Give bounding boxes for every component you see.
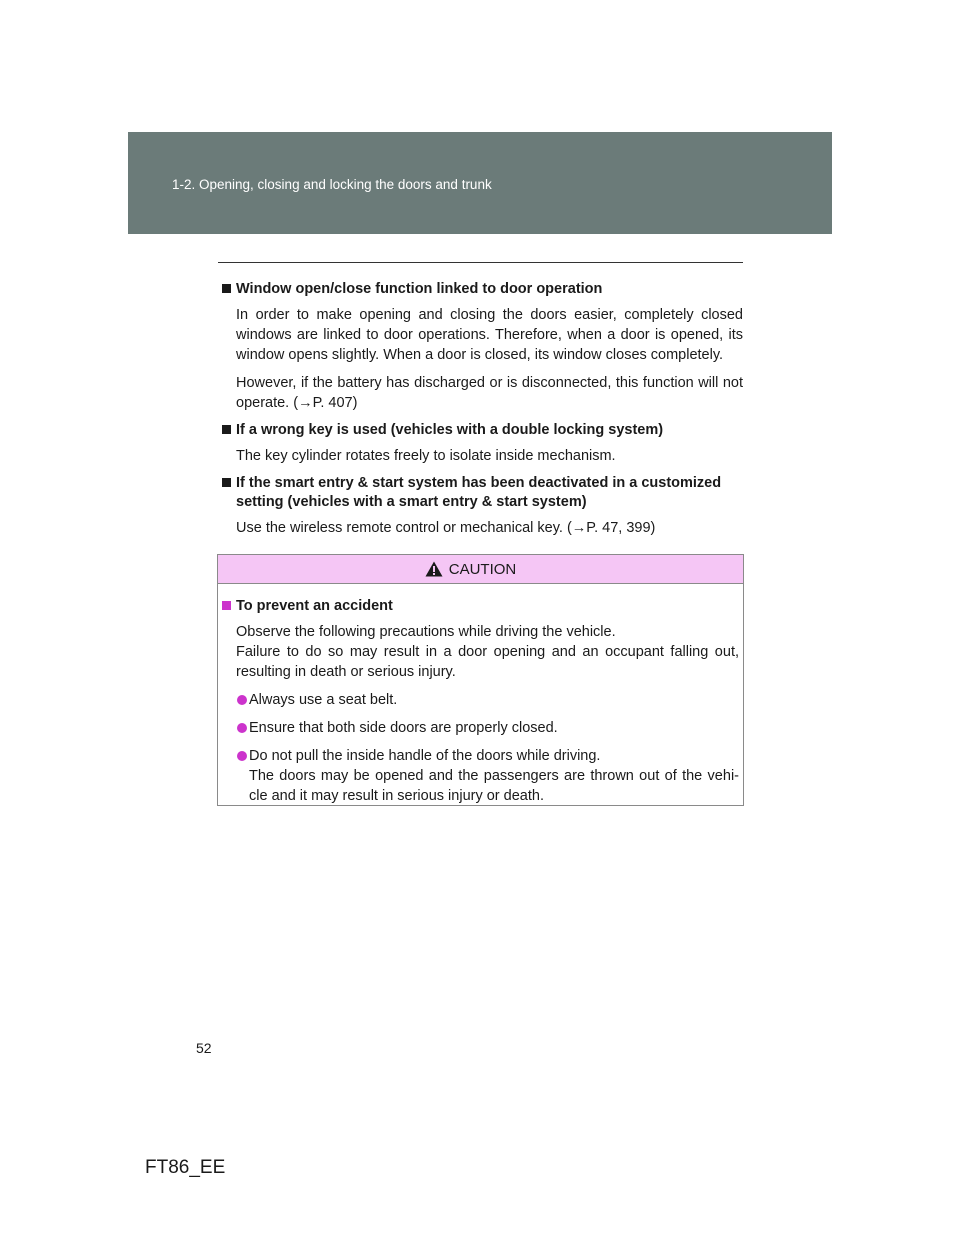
caution-intro: Observe the following precautions while driving the vehicle. Failure to do so may result in a door opening and an occupant falling out, resulting in death or serious injury. (236, 624, 739, 680)
list-item: Ensure that both side doors are properly closed. (218, 718, 739, 738)
square-bullet-icon (222, 601, 231, 610)
header-section-title: 1-2. Opening, closing and locking the doors and trunk (172, 177, 492, 192)
section-title: If the smart entry & start system has been deactivated in a customized setting (vehicles with a smart entry & start system) (218, 474, 743, 512)
warning-triangle-icon (425, 561, 443, 577)
caution-box (217, 554, 744, 806)
square-bullet-icon (222, 284, 231, 293)
section-smart-entry (218, 474, 743, 538)
header-band (128, 132, 832, 234)
page-number: 52 (196, 1040, 212, 1056)
paragraph: The key cylinder rotates freely to isolate inside mechanism. (236, 448, 616, 464)
section-window-function (218, 280, 743, 413)
round-bullet-icon (237, 723, 247, 733)
content (218, 280, 743, 546)
list-item: Do not pull the inside handle of the doors while driving. The doors may be opened and the passengers are thrown out of the vehi-cle and it may result in serious injury or death. (218, 746, 739, 806)
caution-header (218, 555, 743, 584)
paragraph: Use the wireless remote control or mechanical key. (→P. 47, 399) (236, 520, 656, 536)
section-title: Window open/close function linked to door operation (218, 280, 743, 299)
section-title: If a wrong key is used (vehicles with a double locking system) (218, 421, 743, 440)
section-wrong-key (218, 421, 743, 466)
caution-body (218, 584, 743, 806)
square-bullet-icon (222, 478, 231, 487)
paragraph: However, if the battery has discharged or is disconnected, this function will not operate. (→P. 407) (236, 375, 743, 411)
list-item: Always use a seat belt. (218, 690, 739, 710)
top-rule (218, 262, 743, 263)
doc-code: FT86_EE (145, 1157, 226, 1178)
square-bullet-icon (222, 425, 231, 434)
caution-label: CAUTION (448, 560, 517, 578)
paragraph: In order to make opening and closing the doors easier, completely closed windows are linked to door operations. Therefore, when a door is opened, its window opens slightly. When a door is closed, its window closes completely. (236, 307, 743, 363)
round-bullet-icon (237, 751, 247, 761)
round-bullet-icon (237, 695, 247, 705)
caution-title: To prevent an accident (218, 597, 739, 616)
